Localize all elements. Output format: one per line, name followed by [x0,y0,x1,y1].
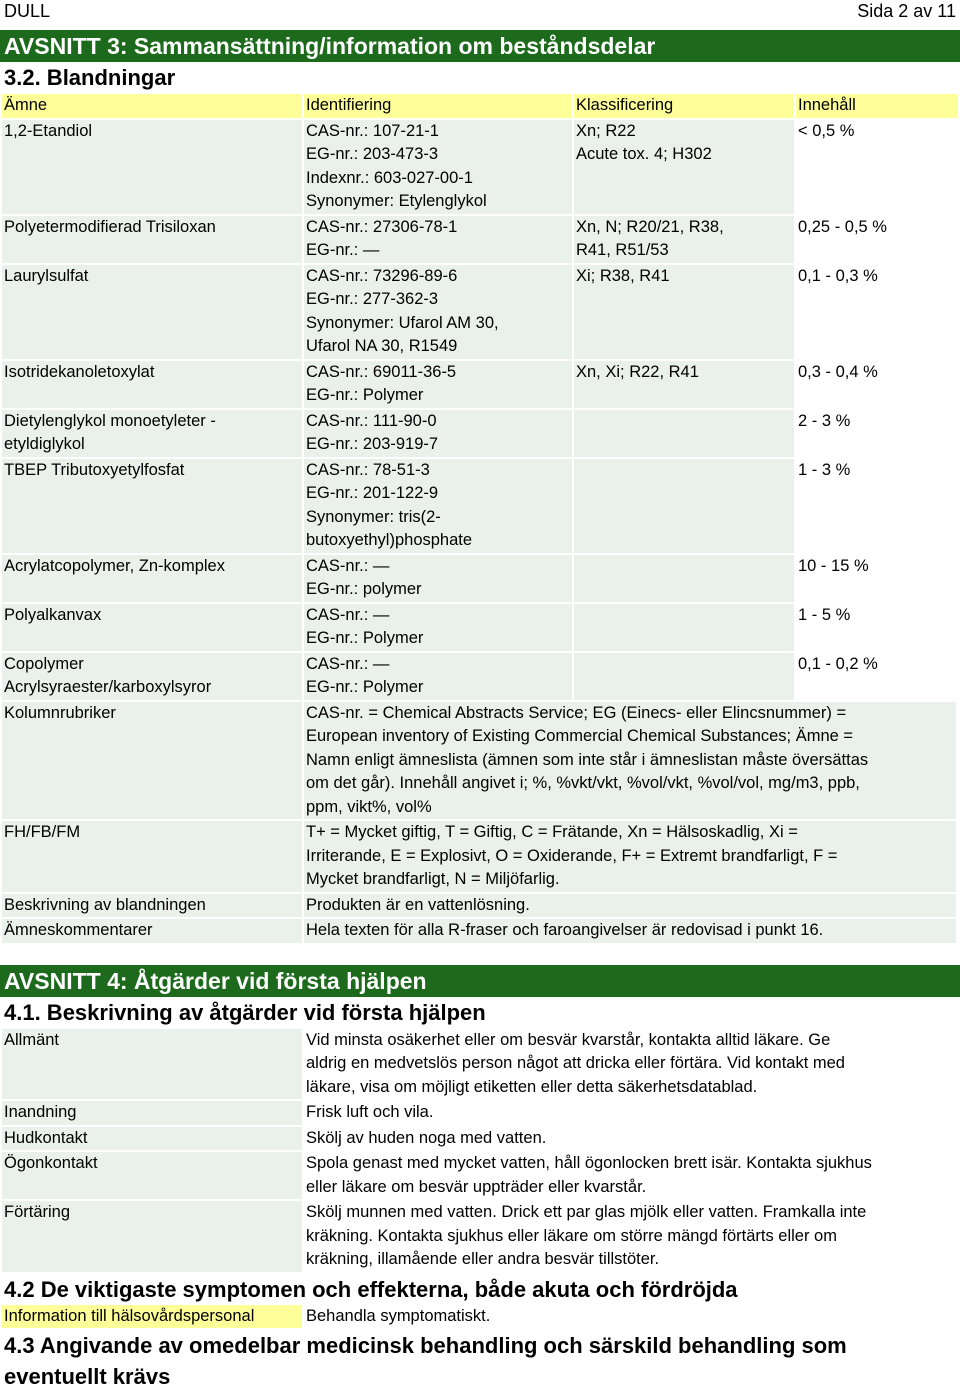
substance-name: Dietylenglykol monoetyleter - etyldiglykol [2,410,302,457]
first-aid-row [2,1101,958,1125]
table-row [2,410,958,457]
substance-classification: Xn, Xi; R22, R41 [574,361,794,408]
substance-identification: CAS-nr.: 111-90-0 EG-nr.: 203-919-7 [304,410,572,457]
substance-name: Copolymer Acrylsyraester/karboxylsyror [2,653,302,700]
substance-content: 1 - 5 % [798,605,851,624]
substance-classification [574,459,794,553]
page-header [0,0,960,22]
substance-identification: CAS-nr.: 107-21-1 EG-nr.: 203-473-3 Indexnr.: 603-027-00-1 Synonymer: Etylenglykol [304,120,572,214]
health-info-row [2,1305,958,1329]
section-4-2-title: 4.2 De viktigaste symptomen och effekterna, både akuta och fördröjda [4,1276,738,1302]
substance-identification: CAS-nr.: — EG-nr.: Polymer [304,653,572,700]
substance-name: Laurylsulfat [2,265,302,359]
column-header-classification: Klassificering [574,94,794,118]
substance-content: 1 - 3 % [798,460,851,479]
substance-content: < 0,5 % [798,121,855,140]
section-4-3-title: 4.3 Angivande av omedelbar medicinsk behandling och särskild behandling som eventuellt krävs [4,1333,847,1389]
first-aid-text: Skölj av huden noga med vatten. [306,1128,547,1147]
substance-name: 1,2-Etandiol [2,120,302,214]
table-row [2,216,958,263]
substance-classification [574,410,794,457]
table-row [2,653,958,700]
table-row [2,604,958,651]
substance-identification: CAS-nr.: 69011-36-5 EG-nr.: Polymer [304,361,572,408]
first-aid-label: Förtäring [2,1201,302,1272]
substance-content: 0,1 - 0,3 % [798,266,878,285]
health-info-label: Information till hälsovårdspersonal [2,1305,302,1329]
table-row [2,459,958,553]
first-aid-row [2,1152,958,1199]
substance-identification: CAS-nr.: 27306-78-1 EG-nr.: — [304,216,572,263]
substance-classification: Xi; R38, R41 [574,265,794,359]
first-aid-table [2,1029,958,1272]
note-label: FH/FB/FM [2,821,302,892]
column-header-content: Innehåll [796,94,958,118]
substance-identification: CAS-nr.: 73296-89-6 EG-nr.: 277-362-3 Synonymer: Ufarol AM 30, Ufarol NA 30, R1549 [304,265,572,359]
header-product-name: DULL [4,0,51,21]
first-aid-text: Spola genast med mycket vatten, håll ögonlocken brett isär. Kontakta sjukhus eller läkare om besvär uppträder eller kvarstår. [306,1154,872,1196]
substance-classification: Xn, N; R20/21, R38, R41, R51/53 [574,216,794,263]
column-header-substance: Ämne [2,94,302,118]
substance-content: 0,3 - 0,4 % [798,362,878,381]
first-aid-label: Ögonkontakt [2,1152,302,1199]
note-label: Beskrivning av blandningen [2,894,302,918]
first-aid-label: Allmänt [2,1029,302,1100]
health-info-text: Behandla symptomatiskt. [306,1306,491,1325]
first-aid-text: Skölj munnen med vatten. Drick ett par glas mjölk eller vatten. Framkalla inte kräkning. Kontakta sjukhus eller läkare om större mängd förtärts eller om kräkning, illamående eller andra besvär tillstöter. [306,1203,867,1268]
substance-classification: Xn; R22 Acute tox. 4; H302 [574,120,794,214]
section-3-2-title: 3.2. Blandningar [4,65,176,90]
note-row [2,894,958,918]
note-label: Kolumnrubriker [2,702,302,820]
substance-classification [574,555,794,602]
note-text: CAS-nr. = Chemical Abstracts Service; EG (Einecs- eller Elincsnummer) = European inventory of Existing Commercial Chemical Substances; Ämne = Namn enligt ämneslista (ämnen som inte står i ämneslistan måste översättas om det går). Innehåll angivet i; %, %vkt/vkt, %vol/vkt, %vol/vol, mg/m3, ppb, ppm, vikt%, vol% [304,702,956,820]
substance-name: Isotridekanoletoxylat [2,361,302,408]
first-aid-label: Inandning [2,1101,302,1125]
substance-name: TBEP Tributoxyetylfosfat [2,459,302,553]
table-row [2,120,958,214]
first-aid-row [2,1029,958,1100]
table-row [2,555,958,602]
table-row [2,265,958,359]
substance-content: 2 - 3 % [798,411,851,430]
substance-classification [574,653,794,700]
health-info-table [2,1305,958,1329]
note-row [2,919,958,943]
substance-name: Polyalkanvax [2,604,302,651]
substance-classification [574,604,794,651]
first-aid-text: Vid minsta osäkerhet eller om besvär kvarstår, kontakta alltid läkare. Ge aldrig en medvetslös person något att dricka eller förtära. Vid kontakt med läkare, visa om möjligt etiketten eller detta säkerhetsdatablad. [306,1030,845,1096]
notes-rows [2,702,958,943]
first-aid-text: Frisk luft och vila. [306,1103,434,1121]
note-text: Hela texten för alla R-fraser och faroangivelser är redovisad i punkt 16. [304,919,956,943]
substance-identification: CAS-nr.: 78-51-3 EG-nr.: 201-122-9 Synonymer: tris(2- butoxyethyl)phosphate [304,459,572,553]
section-3-title: AVSNITT 3: Sammansättning/information om beståndsdelar [0,30,960,62]
substance-content: 0,25 - 0,5 % [798,217,887,236]
table-row [2,361,958,408]
header-page-number: Sida 2 av 11 [857,0,956,21]
section-4-1-title: 4.1. Beskrivning av åtgärder vid första hjälpen [4,999,486,1025]
first-aid-row [2,1127,958,1151]
note-label: Ämneskommentarer [2,919,302,943]
substance-content: 10 - 15 % [798,556,869,575]
note-row [2,702,958,820]
column-header-identification: Identifiering [304,94,572,118]
note-row [2,821,958,892]
substance-identification: CAS-nr.: — EG-nr.: polymer [304,555,572,602]
note-text: T+ = Mycket giftig, T = Giftig, C = Frätande, Xn = Hälsoskadlig, Xi = Irriterande, E = Explosivt, O = Oxiderande, F+ = Extremt brandfarligt, F = Mycket brandfarligt, N = Miljöfarlig. [304,821,956,892]
substance-content: 0,1 - 0,2 % [798,654,878,673]
note-text: Produkten är en vattenlösning. [304,894,956,918]
first-aid-row [2,1201,958,1272]
first-aid-label: Hudkontakt [2,1127,302,1151]
mixture-table [2,94,958,943]
substance-name: Acrylatcopolymer, Zn-komplex [2,555,302,602]
section-4-title: AVSNITT 4: Åtgärder vid första hjälpen [0,965,960,997]
substance-name: Polyetermodifierad Trisiloxan [2,216,302,263]
table-header-row [2,94,958,118]
substance-identification: CAS-nr.: — EG-nr.: Polymer [304,604,572,651]
mixture-rows [2,120,958,700]
